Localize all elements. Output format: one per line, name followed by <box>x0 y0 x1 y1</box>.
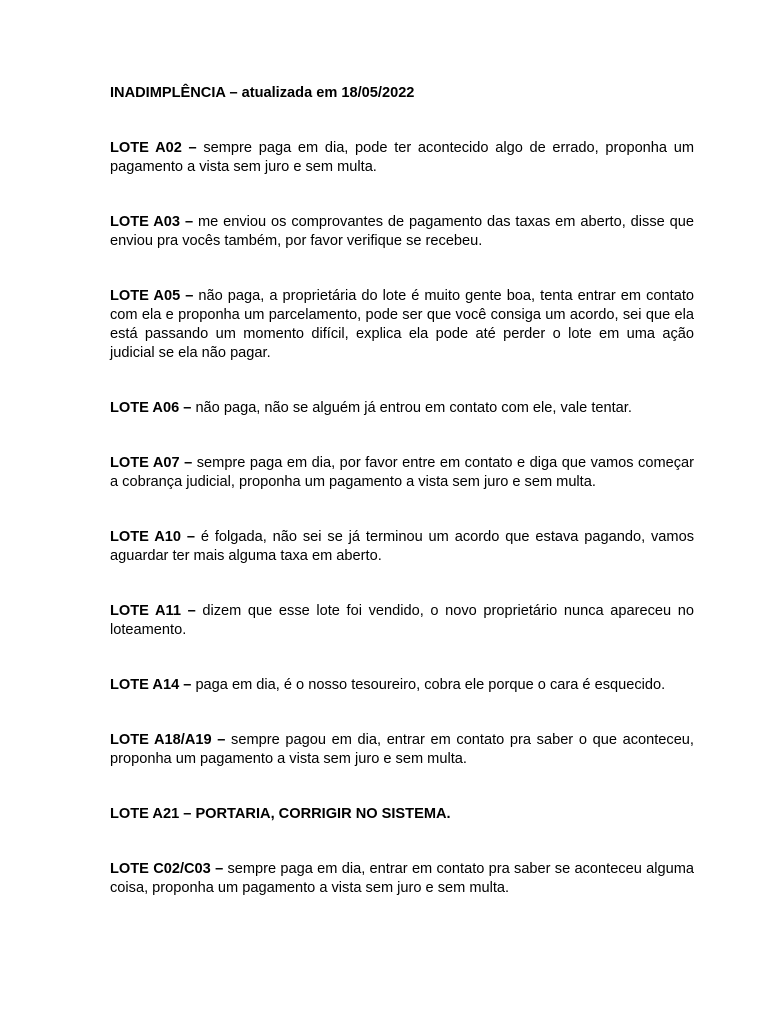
lote-note: sempre paga em dia, entrar em contato pra saber se aconteceu alguma coisa, proponha um pagamento a vista sem juro e sem multa. <box>110 861 694 896</box>
lote-note: sempre paga em dia, pode ter acontecido algo de errado, proponha um pagamento a vista sem juro e sem multa. <box>110 140 694 175</box>
lote-note: me enviou os comprovantes de pagamento das taxas em aberto, disse que enviou pra vocês também, por favor verifique se recebeu. <box>110 214 694 249</box>
entry-a18-a19 <box>110 731 694 769</box>
lote-label: LOTE A10 – <box>110 529 195 545</box>
entry-a06 <box>110 399 694 418</box>
document-title: INADIMPLÊNCIA – atualizada em 18/05/2022 <box>110 85 415 101</box>
lote-label: LOTE C02/C03 – <box>110 861 224 877</box>
lote-label: LOTE A07 – <box>110 455 193 471</box>
entry-a03 <box>110 213 694 251</box>
entry-a02 <box>110 139 694 177</box>
lote-label: LOTE A11 – <box>110 603 196 619</box>
lote-note: não paga, a proprietária do lote é muito gente boa, tenta entrar em contato com ela e proponha um parcelamento, pode ser que você consiga um acordo, sei que ela está passando um momento difícil, explica ela pode até perder o lote em uma ação judicial se ela não pagar. <box>110 288 694 361</box>
lote-label: LOTE A05 – <box>110 288 194 304</box>
lote-note: PORTARIA, CORRIGIR NO SISTEMA. <box>195 806 451 822</box>
lote-label: LOTE A21 – <box>110 806 192 822</box>
lote-note: é folgada, não sei se já terminou um acordo que estava pagando, vamos aguardar ter mais alguma taxa em aberto. <box>110 529 694 564</box>
entry-a14 <box>110 676 694 695</box>
lote-label: LOTE A18/A19 – <box>110 732 226 748</box>
lote-note: sempre paga em dia, por favor entre em contato e diga que vamos começar a cobrança judicial, proponha um pagamento a vista sem juro e sem multa. <box>110 455 694 490</box>
document-page <box>110 84 694 898</box>
entry-c02-c03 <box>110 860 694 898</box>
lote-note: dizem que esse lote foi vendido, o novo proprietário nunca apareceu no loteamento. <box>110 603 694 638</box>
entry-a05 <box>110 287 694 363</box>
lote-note: paga em dia, é o nosso tesoureiro, cobra ele porque o cara é esquecido. <box>195 677 666 693</box>
lote-note: sempre pagou em dia, entrar em contato pra saber o que aconteceu, proponha um pagamento a vista sem juro e sem multa. <box>110 732 694 767</box>
lote-label: LOTE A03 – <box>110 214 194 230</box>
lote-label: LOTE A14 – <box>110 677 192 693</box>
lote-label: LOTE A02 – <box>110 140 197 156</box>
lote-label: LOTE A06 – <box>110 400 192 416</box>
lote-note: não paga, não se alguém já entrou em contato com ele, vale tentar. <box>195 400 632 416</box>
entry-a21 <box>110 805 694 824</box>
entry-a10 <box>110 528 694 566</box>
entry-a11 <box>110 602 694 640</box>
entry-a07 <box>110 454 694 492</box>
